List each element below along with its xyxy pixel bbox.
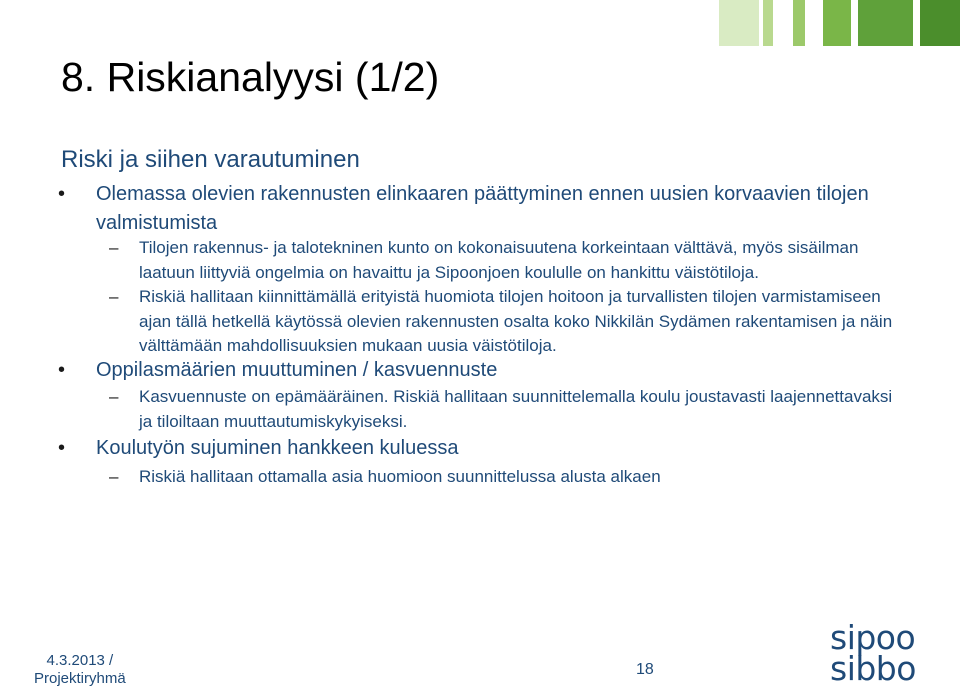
decor-block-6 — [920, 0, 960, 46]
dash-marker: – — [109, 467, 119, 486]
decor-block-3 — [793, 0, 805, 46]
bullet-marker: • — [58, 183, 66, 205]
bullet-1 — [58, 180, 926, 238]
logo-line-1: sipoo — [830, 618, 916, 657]
slide-subtitle: Riski ja siihen varautuminen — [61, 146, 360, 173]
bullet-1-sub-2 — [109, 285, 899, 359]
bullet-2-sub-1-text: Kasvuennuste on epämääräinen. Riskiä hallitaan suunnittelemalla koulu joustavasti laajennettavaksi ja tiloiltaan muuttautumiskykyiseksi. — [139, 387, 893, 431]
footer-date-line2: Projektiryhmä — [34, 670, 126, 687]
decor-block-4 — [823, 0, 851, 46]
dash-marker: – — [109, 287, 119, 306]
bullet-marker: • — [58, 359, 66, 381]
bullet-3 — [58, 434, 926, 463]
bullet-3-sub-1-text: Riskiä hallitaan ottamalla asia huomioon suunnittelussa alusta alkaen — [139, 467, 661, 486]
bullet-3-sub-1 — [109, 465, 899, 490]
footer-date-line1: 4.3.2013 / — [46, 652, 114, 669]
dash-marker: – — [109, 238, 119, 257]
bullet-1-sub-1 — [109, 236, 899, 285]
decor-block-2 — [763, 0, 773, 46]
sipoo-logo — [830, 618, 916, 688]
footer-date — [34, 652, 126, 688]
bullet-2 — [58, 356, 926, 385]
page-number: 18 — [636, 661, 654, 678]
decor-block-5 — [858, 0, 913, 46]
bullet-2-text: Oppilasmäärien muuttuminen / kasvuennuste — [96, 359, 498, 381]
bullet-2-sub-1 — [109, 385, 899, 434]
bullet-1-text: Olemassa olevien rakennusten elinkaaren päättyminen ennen uusien korvaavien tilojen valmistumista — [96, 183, 869, 234]
logo-line-2: sibbo — [830, 649, 916, 688]
bullet-1-sub-2-text: Riskiä hallitaan kiinnittämällä erityistä huomiota tilojen hoitoon ja turvallisten tilojen varmistamiseen ajan tällä hetkellä käytössä olevien rakennusten osalta koko Nikkilän Sydämen rakentamisen ja näin välttämään mahdollisuuksien mukaan uusia väistötiloja. — [139, 287, 893, 355]
dash-marker: – — [109, 387, 119, 406]
decor-block-1 — [719, 0, 759, 46]
bullet-1-sub-1-text: Tilojen rakennus- ja talotekninen kunto on kokonaisuutena korkeintaan välttävä, myös sisäilman laatuun liittyviä ongelmia on havaittu ja Sipoonjoen koululle on hankittu väistötiloja. — [139, 238, 859, 282]
bullet-3-text: Koulutyön sujuminen hankkeen kuluessa — [96, 437, 459, 459]
slide-title: 8. Riskianalyysi (1/2) — [61, 54, 440, 100]
bullet-marker: • — [58, 437, 66, 459]
